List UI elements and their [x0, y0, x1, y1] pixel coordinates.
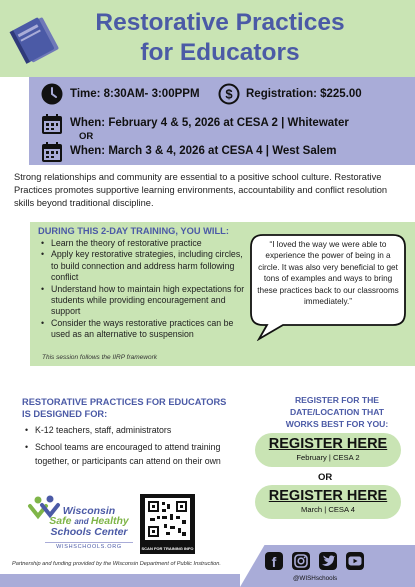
logo-word-safe: Safe: [49, 515, 75, 527]
or-divider: OR: [318, 472, 333, 483]
logo-word-and: and: [74, 517, 91, 526]
dollar-icon: [218, 83, 240, 105]
logo-line3: Schools Center: [50, 526, 128, 538]
calendar-icon: [41, 141, 63, 163]
logo-line1: Wisconsin: [62, 505, 116, 517]
session-date-2: When: March 3 & 4, 2026 at CESA 4 | West Salem: [70, 145, 337, 157]
register-button-label: REGISTER HERE: [268, 436, 388, 452]
qr-code-pattern-icon: [140, 494, 195, 544]
list-item: • Apply key restorative strategies, including circles, to build connection and address harm following conflict: [40, 249, 246, 283]
logo-word-healthy: Healthy: [90, 515, 129, 527]
funding-credit: Partnership and funding provided by the Wisconsin Department of Public Instruction.: [12, 561, 221, 567]
footer-band: [0, 574, 240, 587]
list-item: • K-12 teachers, staff, administrators: [24, 423, 246, 438]
register-heading-line3: WORKS BEST FOR YOU:: [285, 419, 389, 429]
audience-heading-line2: IS DESIGNED FOR:: [22, 409, 108, 419]
list-item: • School teams are encouraged to attend training together, or participants can attend on their own: [24, 440, 246, 469]
audience-heading: [22, 396, 226, 420]
svg-text:$: $: [225, 86, 233, 102]
audience-list: [24, 423, 246, 471]
register-button-sub: March | CESA 4: [301, 505, 355, 514]
register-heading: [268, 394, 406, 430]
register-cesa2-button[interactable]: [255, 433, 401, 467]
svg-text:f: f: [271, 554, 277, 570]
notebook-icon: [8, 14, 66, 64]
event-time: Time: 8:30AM- 3:00PPM: [70, 88, 200, 100]
social-handle: @WISHschools: [293, 575, 338, 582]
register-cesa4-button[interactable]: [255, 485, 401, 519]
instagram-icon[interactable]: [292, 552, 310, 570]
page-title-line2: for Educators: [140, 39, 300, 66]
or-divider: OR: [79, 131, 94, 142]
register-heading-line1: REGISTER FOR THE: [294, 395, 380, 405]
list-item: • Learn the theory of restorative practice: [40, 238, 246, 249]
twitter-icon[interactable]: [319, 552, 337, 570]
training-heading: DURING THIS 2-DAY TRAINING, YOU WILL:: [38, 226, 229, 236]
qr-caption: SCAN FOR TRAINING INFO: [141, 546, 194, 551]
register-button-label: REGISTER HERE: [268, 488, 388, 504]
training-list: [40, 238, 246, 341]
calendar-icon: [41, 113, 63, 135]
wish-logo: [45, 506, 133, 537]
page-title-line1: Restorative Practices: [95, 9, 345, 36]
list-item: • Consider the ways restorative practices can be used as an alternative to suspension: [40, 318, 246, 341]
logo-url: WISHSCHOOLS.ORG: [56, 544, 122, 550]
testimonial-quote: “I loved the way we were able to experience the power of being in a circle. It was also very beneficial to get tons of examples and ways to bring these practices back to our classrooms immediately.”: [257, 240, 399, 307]
clock-icon: [41, 83, 63, 105]
registration-fee: Registration: $225.00: [246, 88, 362, 100]
audience-heading-line1: RESTORATIVE PRACTICES FOR EDUCATORS: [22, 397, 227, 407]
session-date-1: When: February 4 & 5, 2026 at CESA 2 | Whitewater: [70, 117, 349, 129]
framework-note: This session follows the IIRP framework: [42, 354, 157, 361]
qr-code[interactable]: [140, 494, 195, 554]
youtube-icon[interactable]: [346, 552, 364, 570]
facebook-icon[interactable]: [265, 552, 283, 570]
intro-paragraph: Strong relationships and community are essential to a positive school culture. Restorative Practices promotes supportive learning environments, accountability and conflict resolution skills beyond traditional discipline.: [14, 172, 388, 208]
register-heading-line2: DATE/LOCATION THAT: [289, 407, 385, 417]
register-button-sub: February | CESA 2: [296, 453, 360, 462]
list-item: • Understand how to maintain high expectations for students while providing encouragement and support: [40, 284, 246, 318]
logo-divider: [45, 542, 133, 543]
